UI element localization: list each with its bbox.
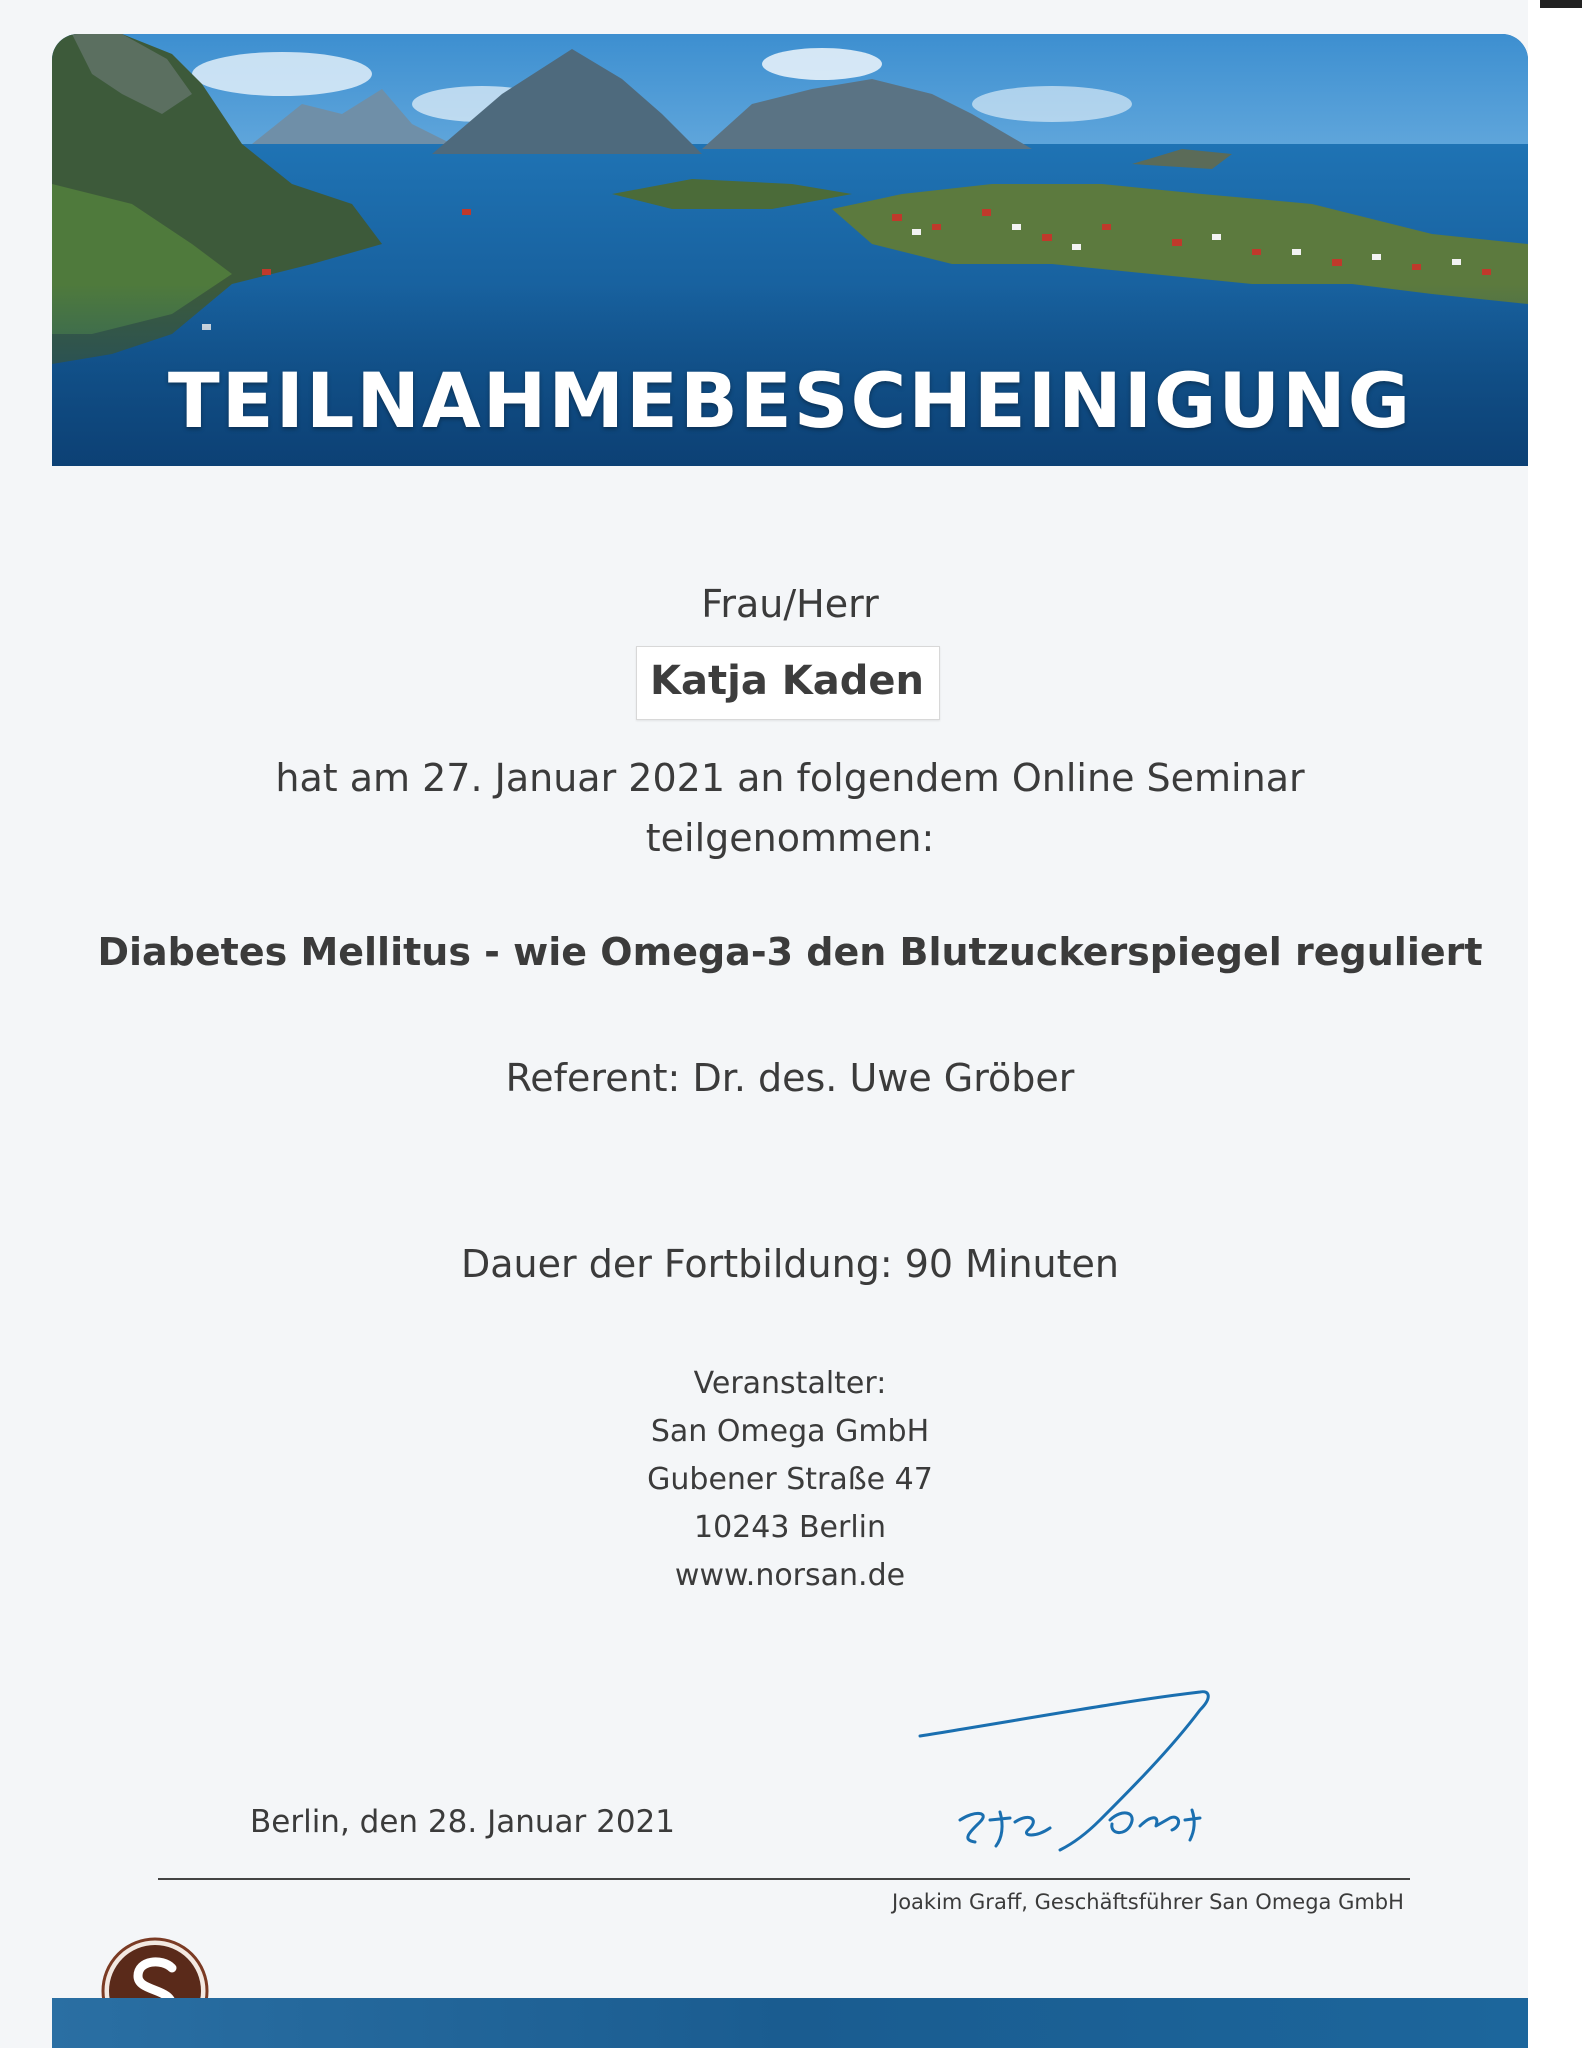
intro-line-1: hat am 27. Januar 2021 an folgendem Online Seminar <box>275 756 1305 800</box>
signature-line <box>158 1878 1410 1880</box>
participant-name: Katja Kaden <box>650 658 924 704</box>
seminar-title: Diabetes Mellitus - wie Omega-3 den Blutzuckerspiegel reguliert <box>97 930 1483 974</box>
scan-margin <box>1528 0 1582 2048</box>
signer-name: Joakim Graff, Geschäftsführer San Omega GmbH <box>892 1890 1404 1914</box>
duration: Dauer der Fortbildung: 90 Minuten <box>460 1242 1120 1286</box>
scan-corner-mark <box>1540 0 1582 8</box>
certificate-title: TEILNAHMEBESCHEINIGUNG <box>167 356 1413 445</box>
place-date: Berlin, den 28. Januar 2021 <box>250 1804 675 1840</box>
organizer-company: San Omega GmbH <box>650 1414 930 1449</box>
organizer-street: Gubener Straße 47 <box>647 1462 933 1497</box>
salutation: Frau/Herr <box>701 582 879 626</box>
signature-image <box>900 1680 1260 1860</box>
organizer-label: Veranstalter: <box>693 1366 887 1401</box>
organizer-city: 10243 Berlin <box>693 1510 887 1545</box>
header-banner <box>52 34 1528 466</box>
speaker: Referent: Dr. des. Uwe Gröber <box>505 1056 1075 1100</box>
organizer-website: www.norsan.de <box>674 1558 906 1593</box>
intro-line-2: teilgenommen: <box>645 816 935 860</box>
footer-band <box>52 1998 1528 2048</box>
